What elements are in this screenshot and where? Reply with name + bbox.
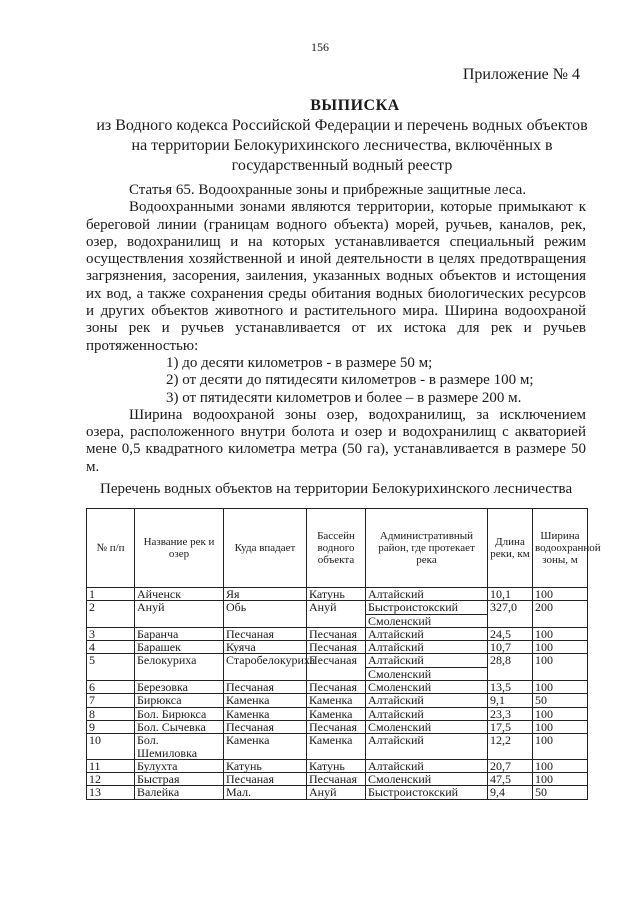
cell-number: 7 <box>87 694 135 707</box>
table-row <box>87 759 588 772</box>
cell-district: Смоленский <box>366 773 488 786</box>
cell-basin: Катунь <box>307 759 366 772</box>
cell-river-name: Белокуриха <box>135 654 224 681</box>
cell-basin: Каменка <box>307 734 366 760</box>
cell-length: 9,1 <box>488 694 533 707</box>
cell-length: 13,5 <box>488 681 533 694</box>
cell-flows-into: Яя <box>224 588 307 601</box>
cell-length: 24,5 <box>488 627 533 640</box>
cell-basin: Песчаная <box>307 654 366 681</box>
cell-length: 10,7 <box>488 641 533 654</box>
cell-river-name: Быстрая <box>135 773 224 786</box>
article-heading: Статья 65. Водоохранные зоны и прибрежные защитные леса. <box>129 182 527 198</box>
cell-district: Алтайский <box>366 734 488 760</box>
header-district: Административный район, где протекает река <box>366 509 488 588</box>
page-number: 156 <box>311 40 329 54</box>
cell-basin: Песчаная <box>307 720 366 733</box>
cell-number: 9 <box>87 720 135 733</box>
cell-basin: Каменка <box>307 694 366 707</box>
header-number: № п/п <box>87 509 135 588</box>
cell-number: 13 <box>87 786 135 799</box>
cell-district: Алтайский <box>366 654 488 667</box>
header-flows-into: Куда впадает <box>224 509 307 588</box>
cell-zone-width: 100 <box>533 759 588 772</box>
cell-zone-width: 100 <box>533 734 588 760</box>
cell-flows-into: Катунь <box>224 759 307 772</box>
cell-river-name: Валейка <box>135 786 224 799</box>
header-zone-width: Ширина водоохранной зоны, м <box>533 509 588 588</box>
cell-flows-into: Песчаная <box>224 720 307 733</box>
cell-zone-width: 100 <box>533 627 588 640</box>
document-title: ВЫПИСКА <box>310 97 400 114</box>
table-row <box>87 707 588 720</box>
article-text <box>86 182 586 476</box>
cell-zone-width: 200 <box>533 601 588 628</box>
table-title: Перечень водных объектов на территории Белокурихинского лесничества <box>100 481 573 497</box>
table-row <box>87 641 588 654</box>
cell-number: 12 <box>87 773 135 786</box>
list-item: 3) от пятидесяти километров и более – в размере 200 м. <box>166 389 522 406</box>
cell-river-name: Барашек <box>135 641 224 654</box>
list-item: 2) от десяти до пятидесяти километров - в размере 100 м; <box>166 372 534 389</box>
cell-flows-into: Песчаная <box>224 773 307 786</box>
cell-flows-into: Старобелокуриха <box>224 654 307 681</box>
cell-district: Смоленский <box>366 667 488 680</box>
cell-river-name: Бол. Бирюкса <box>135 707 224 720</box>
table-row <box>87 773 588 786</box>
cell-district: Смоленский <box>366 720 488 733</box>
header-name: Название рек и озер <box>135 509 224 588</box>
cell-district: Смоленский <box>366 681 488 694</box>
cell-district: Быстроистокский <box>366 786 488 799</box>
cell-length: 327,0 <box>488 601 533 628</box>
cell-zone-width: 100 <box>533 588 588 601</box>
table-row <box>87 734 588 760</box>
table-row <box>87 786 588 799</box>
cell-basin: Каменка <box>307 707 366 720</box>
cell-district: Алтайский <box>366 641 488 654</box>
cell-length: 28,8 <box>488 654 533 681</box>
paragraph-water-zones: Водоохранными зонами являются территории, которые примыкают к береговой линии (границам водного объекта) морей, ручьев, каналов, рек, озер, водохранилищ и на которых устанавливается специальный режим осуществления хозяйственной и иной деятельности в целях предотвращения загрязнения, засорения, заиления, указанных водных объектов и истощения их вод, а также сохранения среды обитания водных биологических ресурсов и других объектов животного и растительного мира. Ширина водоохраной зоны рек и ручьев устанавливается от их истока для рек и ручьев протяженностью: <box>86 199 586 354</box>
cell-zone-width: 100 <box>533 641 588 654</box>
cell-flows-into: Мал. <box>224 786 307 799</box>
table-row <box>87 627 588 640</box>
cell-district: Алтайский <box>366 588 488 601</box>
cell-basin: Песчаная <box>307 773 366 786</box>
header-basin: Бассейн водного объекта <box>307 509 366 588</box>
table-header-row <box>87 509 588 588</box>
table-row <box>87 588 588 601</box>
cell-length: 20,7 <box>488 759 533 772</box>
document-subtitle: из Водного кодекса Российской Федерации и перечень водных объектов на территории Белокурихинского лесничества, включённых в государственный водный реестр <box>96 117 588 174</box>
table-row <box>87 601 588 614</box>
cell-number: 3 <box>87 627 135 640</box>
appendix-label: Приложение № 4 <box>462 66 580 83</box>
cell-number: 6 <box>87 681 135 694</box>
cell-number: 8 <box>87 707 135 720</box>
cell-river-name: Булухта <box>135 759 224 772</box>
cell-river-name: Березовка <box>135 681 224 694</box>
list-item: 1) до десяти километров - в размере 50 м; <box>166 354 433 371</box>
cell-zone-width: 100 <box>533 720 588 733</box>
cell-basin: Катунь <box>307 588 366 601</box>
cell-river-name: Бирюкса <box>135 694 224 707</box>
cell-district: Смоленский <box>366 614 488 627</box>
cell-number: 1 <box>87 588 135 601</box>
cell-flows-into: Каменка <box>224 734 307 760</box>
cell-river-name: Бол. Сычевка <box>135 720 224 733</box>
cell-number: 11 <box>87 759 135 772</box>
cell-district: Алтайский <box>366 759 488 772</box>
cell-zone-width: 50 <box>533 786 588 799</box>
cell-flows-into: Каменка <box>224 694 307 707</box>
cell-flows-into: Песчаная <box>224 681 307 694</box>
header-length: Длина реки, км <box>488 509 533 588</box>
cell-flows-into: Каменка <box>224 707 307 720</box>
table-row <box>87 720 588 733</box>
cell-zone-width: 100 <box>533 681 588 694</box>
cell-district: Алтайский <box>366 694 488 707</box>
cell-number: 4 <box>87 641 135 654</box>
cell-flows-into: Куяча <box>224 641 307 654</box>
cell-river-name: Айченск <box>135 588 224 601</box>
cell-length: 47,5 <box>488 773 533 786</box>
cell-flows-into: Обь <box>224 601 307 628</box>
cell-river-name: Ануй <box>135 601 224 628</box>
cell-number: 10 <box>87 734 135 760</box>
table-row <box>87 654 588 667</box>
table-row <box>87 681 588 694</box>
cell-number: 2 <box>87 601 135 628</box>
cell-flows-into: Песчаная <box>224 627 307 640</box>
cell-length: 23,3 <box>488 707 533 720</box>
cell-number: 5 <box>87 654 135 681</box>
cell-length: 17,5 <box>488 720 533 733</box>
cell-length: 10,1 <box>488 588 533 601</box>
table-row <box>87 694 588 707</box>
cell-length: 12,2 <box>488 734 533 760</box>
paragraph-lakes: Ширина водоохраной зоны озер, водохранилищ, за исключением озера, расположенного внутри болота и озер и водохранилищ с акваторией мене 0,5 квадратного километра метра (50 га), устанавливается в размере 50 м. <box>86 406 586 475</box>
water-objects-table <box>86 508 601 800</box>
cell-zone-width: 100 <box>533 773 588 786</box>
cell-zone-width: 100 <box>533 707 588 720</box>
cell-length: 9,4 <box>488 786 533 799</box>
cell-basin: Ануй <box>307 786 366 799</box>
cell-basin: Песчаная <box>307 627 366 640</box>
cell-zone-width: 100 <box>533 654 588 681</box>
cell-basin: Песчаная <box>307 681 366 694</box>
cell-river-name: Баранча <box>135 627 224 640</box>
cell-river-name: Бол. Шемиловка <box>135 734 224 760</box>
cell-district: Алтайский <box>366 627 488 640</box>
cell-zone-width: 50 <box>533 694 588 707</box>
cell-district: Алтайский <box>366 707 488 720</box>
cell-district: Быстроистокский <box>366 601 488 614</box>
cell-basin: Ануй <box>307 601 366 628</box>
cell-basin: Песчаная <box>307 641 366 654</box>
